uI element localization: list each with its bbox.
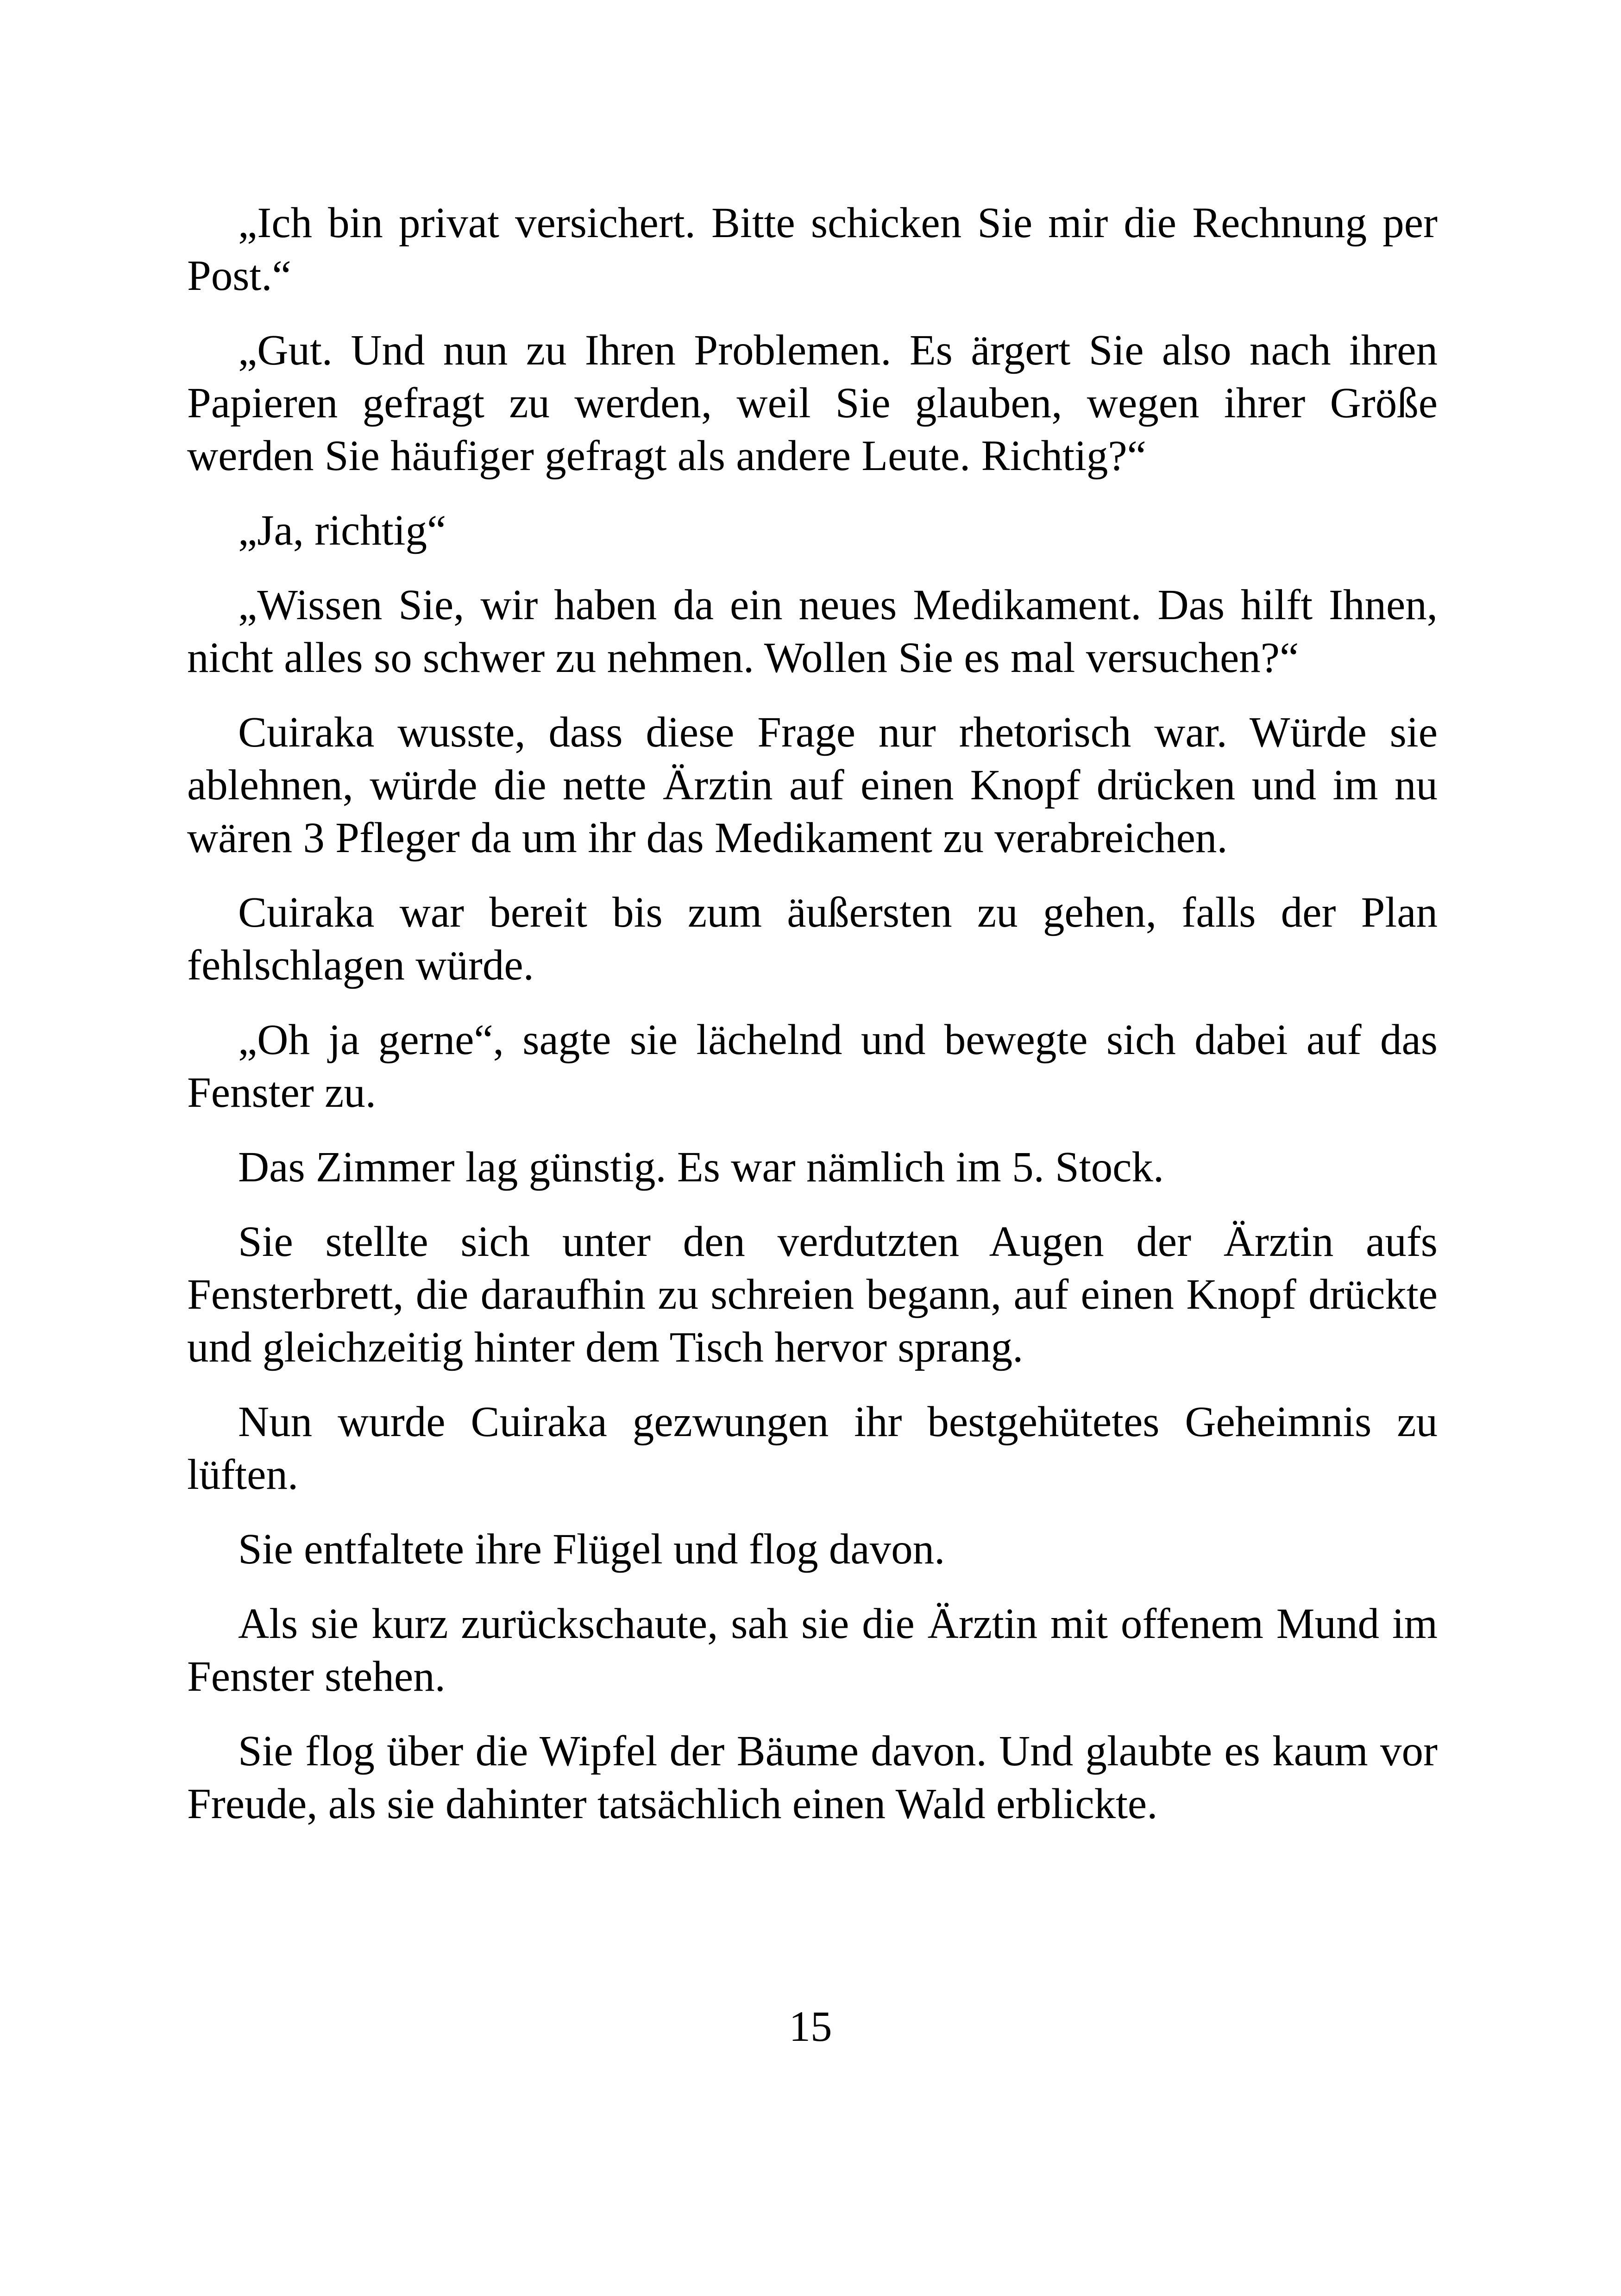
page-number: 15 xyxy=(789,2003,832,2051)
paragraph: „Gut. Und nun zu Ihren Problemen. Es ärgert Sie also nach ihren Papieren gefragt zu werden, weil Sie glauben, wegen ihrer Größe werden Sie häufiger gefragt als andere Leute. Richtig?“ xyxy=(187,326,1438,480)
paragraph: „Wissen Sie, wir haben da ein neues Medikament. Das hilft Ihnen, nicht alles so schwer zu nehmen. Wollen Sie es mal versuchen?“ xyxy=(187,581,1438,682)
paragraph: „Oh ja gerne“, sagte sie lächelnd und bewegte sich dabei auf das Fenster zu. xyxy=(187,1016,1438,1117)
paragraph: Sie stellte sich unter den verdutzten Augen der Ärztin aufs Fensterbrett, die daraufhin zu schreien begann, auf einen Knopf drückte und gleichzeitig hinter dem Tisch hervor sprang. xyxy=(187,1218,1438,1371)
paragraph: „Ich bin privat versichert. Bitte schicken Sie mir die Rechnung per Post.“ xyxy=(187,199,1438,300)
paragraph: Nun wurde Cuiraka gezwungen ihr bestgehütetes Geheimnis zu lüften. xyxy=(187,1398,1438,1499)
paragraph: „Ja, richtig“ xyxy=(238,507,446,554)
body-text xyxy=(187,197,1438,1852)
paragraph: Sie flog über die Wipfel der Bäume davon. Und glaubte es kaum vor Freude, als sie dahinter tatsächlich einen Wald erblickte. xyxy=(187,1727,1438,1828)
paragraph: Cuiraka wusste, dass diese Frage nur rhetorisch war. Würde sie ablehnen, würde die nette Ärztin auf einen Knopf drücken und im nu wären 3 Pfleger da um ihr das Medikament zu verabreichen. xyxy=(187,709,1438,862)
paragraph: Sie entfaltete ihre Flügel und flog davon. xyxy=(238,1525,945,1573)
paragraph: Cuiraka war bereit bis zum äußersten zu gehen, falls der Plan fehlschlagen würde. xyxy=(187,889,1438,989)
paragraph: Als sie kurz zurückschaute, sah sie die Ärztin mit offenem Mund im Fenster stehen. xyxy=(187,1600,1438,1700)
paragraph: Das Zimmer lag günstig. Es war nämlich im 5. Stock. xyxy=(238,1143,1164,1191)
